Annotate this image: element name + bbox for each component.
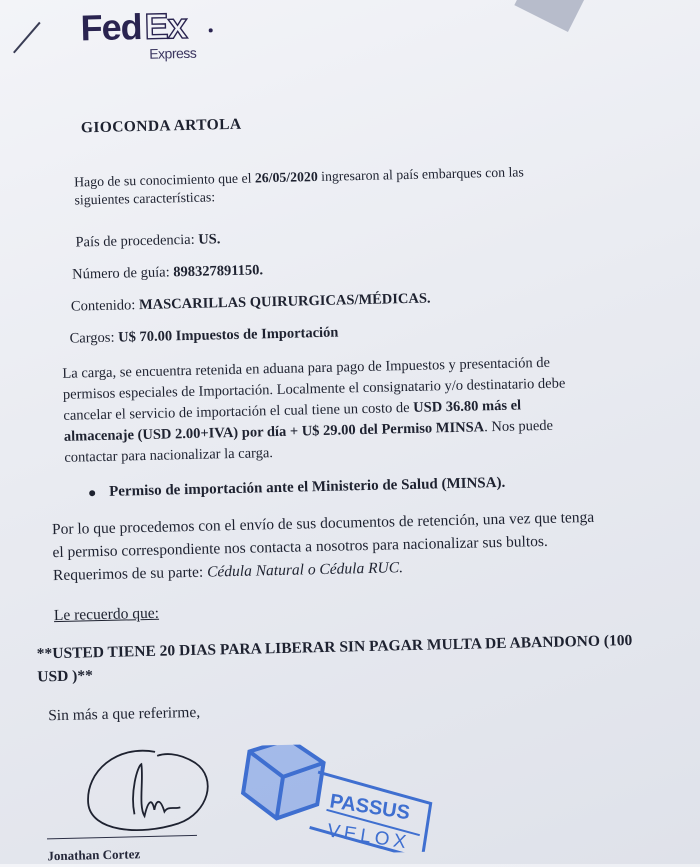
arrival-date: 26/05/2020	[254, 169, 318, 186]
follow-line: el permiso correspondiente nos contacta a nosotros para nacionalizar sus bultos.	[52, 532, 549, 562]
cost-amount: USD 36.80 más el	[413, 397, 522, 416]
follow-paragraph	[52, 506, 596, 587]
logo-dot	[209, 28, 213, 32]
warning-line: USD )**	[37, 667, 94, 686]
passus-velox-stamp	[217, 741, 444, 856]
follow-line: Requerimos de su parte:	[52, 563, 208, 585]
required-docs: Cédula Natural o Cédula RUC.	[206, 559, 404, 581]
bullet-icon	[89, 490, 95, 496]
warning-notice	[37, 629, 633, 688]
intro-text-cont: ingresaron al país embarques con las	[317, 164, 524, 185]
bullet-text: Permiso de importación ante el Ministerio de Salud (MINSA).	[108, 474, 506, 500]
closing-line: Sin más a que referirme,	[48, 703, 201, 725]
intro-text: Hago de su conocimiento que el	[73, 170, 256, 190]
intro-paragraph	[74, 163, 525, 209]
signer-name: Jonathan Cortez	[47, 846, 141, 864]
body-line: contactar para nacionalizar la carga.	[64, 445, 274, 466]
fedex-logo	[80, 4, 221, 67]
reminder-heading: Le recuerdo que:	[53, 604, 160, 625]
logo-fed: Fed	[80, 5, 143, 49]
paper-corner	[514, 0, 586, 32]
field-value: MASCARILLAS QUIRURGICAS/MÉDICAS.	[138, 290, 431, 314]
field-country	[75, 230, 220, 252]
field-value: US.	[198, 231, 221, 248]
field-tracking	[72, 261, 263, 284]
field-label: Cargos:	[69, 329, 115, 347]
signature	[77, 738, 229, 841]
field-label: País de procedencia:	[75, 231, 195, 251]
field-charges	[69, 324, 338, 349]
field-label: Contenido:	[70, 297, 136, 315]
field-value: U$ 70.00 Impuestos de Importación	[117, 324, 339, 346]
recipient-name: GIOCONDA ARTOLA	[80, 115, 242, 137]
body-line: permisos especiales de Importación. Localmente el consignatario y/o destinatario debe	[62, 375, 566, 403]
storage-cost: almacenaje (USD 2.00+IVA) por día + U$ 29.00 del Permiso MINSA	[63, 419, 485, 445]
logo-express: Express	[149, 44, 197, 62]
follow-line: Por lo que procedemos con el envío de sus documentos de retención, una vez que tenga	[51, 508, 595, 539]
body-line: . Nos puede	[483, 417, 554, 436]
field-value: 898327891150.	[173, 262, 264, 281]
field-label: Número de guía:	[72, 264, 170, 283]
bullet-item	[89, 474, 506, 502]
body-paragraph	[62, 352, 567, 468]
intro-text-line2: siguientes características:	[74, 189, 216, 208]
stamp-line1: PASSUS	[328, 790, 412, 825]
stamp-line2: VELOX	[325, 820, 412, 854]
field-content	[71, 289, 431, 316]
warning-line: **USTED TIENE 20 DIAS PARA LIBERAR SIN PAGAR MULTA DE ABANDONO (100	[36, 631, 633, 663]
body-line: cancelar el servicio de importación el cual tiene un costo de	[63, 399, 414, 424]
body-line: La carga, se encuentra retenida en aduana para pago de Impuestos y presentación de	[62, 354, 551, 382]
logo-ex: Ex	[144, 4, 188, 47]
pen-mark	[13, 22, 41, 54]
